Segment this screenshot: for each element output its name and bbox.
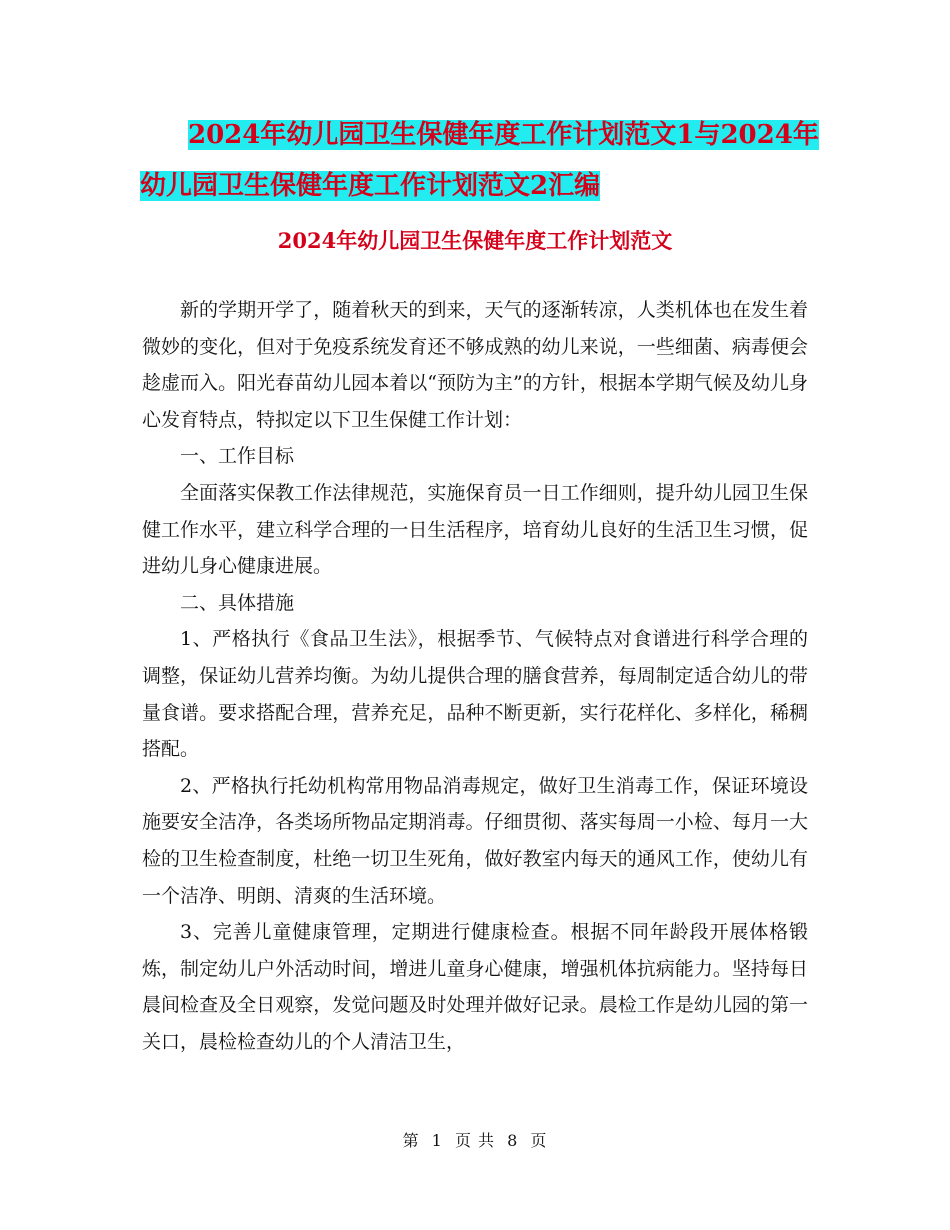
document-title <box>140 110 820 212</box>
footer-prefix: 第 <box>402 1131 420 1150</box>
paragraph-measure-1: 1、严格执行《食品卫生法》，根据季节、气候特点对食谱进行科学合理的调整，保证幼儿营养均衡。为幼儿提供合理的膳食营养，每周制定适合幼儿的带量食谱。要求搭配合理，营养充足，品种不断更新，实行花样化、多样化，稀稠搭配。 <box>142 628 808 761</box>
footer-page-number: 1 <box>431 1131 443 1150</box>
paragraph-measure-3: 3、完善儿童健康管理，定期进行健康检查。根据不同年龄段开展体格锻炼，制定幼儿户外活动时间，增进儿童身心健康，增强机体抗病能力。坚持每日晨间检查及全日观察，发觉问题及时处理并做好记录。晨检工作是幼儿园的第一关口，晨检检查幼儿的个人清洁卫生， <box>142 921 808 1053</box>
footer-suffix: 页 <box>530 1131 548 1150</box>
heading-measures: 二、具体措施 <box>180 591 295 614</box>
document-body <box>142 292 808 1060</box>
footer-middle: 页 共 <box>454 1131 496 1150</box>
paragraph-measure-2: 2、严格执行托幼机构常用物品消毒规定，做好卫生消毒工作，保证环境设施要安全洁净，各类场所物品定期消毒。仔细贯彻、落实每周一小检、每月一大检的卫生检查制度，杜绝一切卫生死角，做好教室内每天的通风工作，使幼儿有一个洁净、明朗、清爽的生活环境。 <box>142 774 808 907</box>
paragraph-goals: 全面落实保教工作法律规范，实施保育员一日工作细则，提升幼儿园卫生保健工作水平，建立科学合理的一日生活程序，培育幼儿良好的生活卫生习惯，促进幼儿身心健康进展。 <box>142 481 808 578</box>
title-line-1: 2024年幼儿园卫生保健年度工作计划范文1与2024年 <box>188 120 819 150</box>
page-footer <box>0 1128 950 1151</box>
footer-total-pages: 8 <box>507 1131 519 1150</box>
heading-goals: 一、工作目标 <box>180 445 295 468</box>
title-line-2: 幼儿园卫生保健年度工作计划范文2汇编 <box>140 171 601 201</box>
paragraph-intro: 新的学期开学了，随着秋天的到来，天气的逐渐转凉，人类机体也在发生着微妙的变化，但对于免疫系统发育还不够成熟的幼儿来说，一些细菌、病毒便会趁虚而入。阳光春苗幼儿园本着以“预防为主”的方针，根据本学期气候及幼儿身心发育特点，特拟定以下卫生保健工作计划： <box>142 299 808 431</box>
section-subtitle: 2024年幼儿园卫生保健年度工作计划范文 <box>277 228 673 253</box>
